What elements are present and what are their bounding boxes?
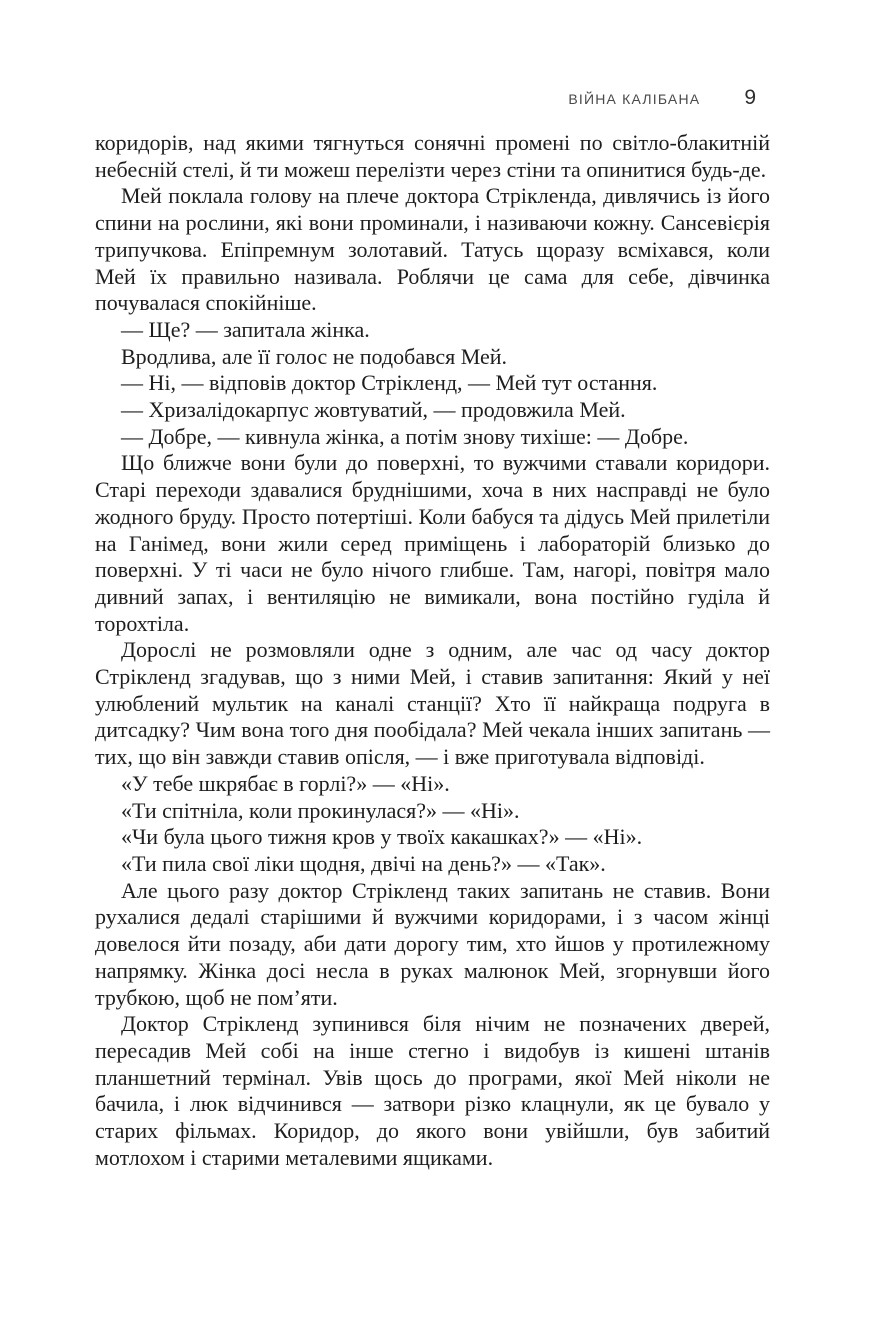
page-header (95, 86, 770, 110)
paragraph-question: «Чи була цього тижня кров у твоїх какашках?» — «Ні». (121, 824, 643, 850)
paragraph: Дорослі не розмовляли одне з одним, але час од часу доктор Стрікленд згадував, що з ними Мей, і ставив запитання: Який у неї улюблений мультик на каналі станції? Хто її найкраща подруга в дитсадку? Чим вона того дня пообідала? Мей чекала інших запитань — тих, що він завжди ставив опісля, — і вже приготувала відповіді. (95, 637, 770, 770)
paragraph-dialogue: — Ні, — відповів доктор Стрікленд, — Мей тут остання. (121, 370, 658, 396)
page-number: 9 (744, 86, 756, 109)
paragraph-question: «У тебе шкрябає в горлі?» — «Ні». (121, 770, 450, 796)
paragraph-question: «Ти спітніла, коли прокинулася?» — «Ні». (121, 797, 520, 823)
paragraph: коридорів, над якими тягнуться сонячні промені по світло-блакитній небесній стелі, й ти можеш перелізти через стіни та опинитися будь-де. (95, 130, 770, 182)
running-title: ВІЙНА КАЛІБАНА (568, 91, 701, 107)
paragraph: Мей поклала голову на плече доктора Стрікленда, дивлячись із його спини на рослини, які вони проминали, і називаючи кожну. Сансевієрія трипучкова. Епіпремнум золотавий. Татусь щоразу всміхався, коли Мей їх правильно називала. Роблячи це сама для себе, дівчинка почувалася спокійніше. (95, 183, 770, 316)
paragraph: Але цього разу доктор Стрікленд таких запитань не ставив. Вони рухалися дедалі старішими й вужчими коридорами, і з часом жінці довелося йти позаду, аби дати дорогу тим, хто йшов у протилежному напрямку. Жінка досі несла в руках малюнок Мей, згорнувши його трубкою, щоб не пом’яти. (95, 877, 770, 1010)
paragraph-dialogue: — Хризалідокарпус жовтуватий, — продовжила Мей. (121, 397, 626, 423)
paragraph: Вродлива, але її голос не подобався Мей. (121, 343, 508, 369)
paragraph-dialogue: — Добре, — кивнула жінка, а потім знову тихіше: — Добре. (121, 423, 689, 449)
page-body (95, 130, 770, 1171)
paragraph-dialogue: — Ще? — запитала жінка. (121, 316, 370, 342)
paragraph-question: «Ти пила свої ліки щодня, двічі на день?» — «Так». (121, 850, 606, 876)
paragraph: Що ближче вони були до поверхні, то вужчими ставали коридори. Старі переходи здавалися бруднішими, хоча в них насправді не було жодного бруду. Просто потертіші. Коли бабуся та дідусь Мей прилетіли на Ганімед, вони жили серед приміщень і лабораторій близько до поверхні. У ті часи не було нічого глибше. Там, нагорі, повітря мало дивний запах, і вентиляцію не вимикали, вона постійно гуділа й торохтіла. (95, 450, 770, 636)
paragraph: Доктор Стрікленд зупинився біля нічим не позначених дверей, пересадив Мей собі на інше стегно і видобув із кишені штанів планшетний термінал. Увів щось до програми, якої Мей ніколи не бачила, і люк відчинився — затвори різко клацнули, як це бувало у старих фільмах. Коридор, до якого вони увійшли, був забитий мотлохом і старими металевими ящиками. (95, 1011, 770, 1170)
